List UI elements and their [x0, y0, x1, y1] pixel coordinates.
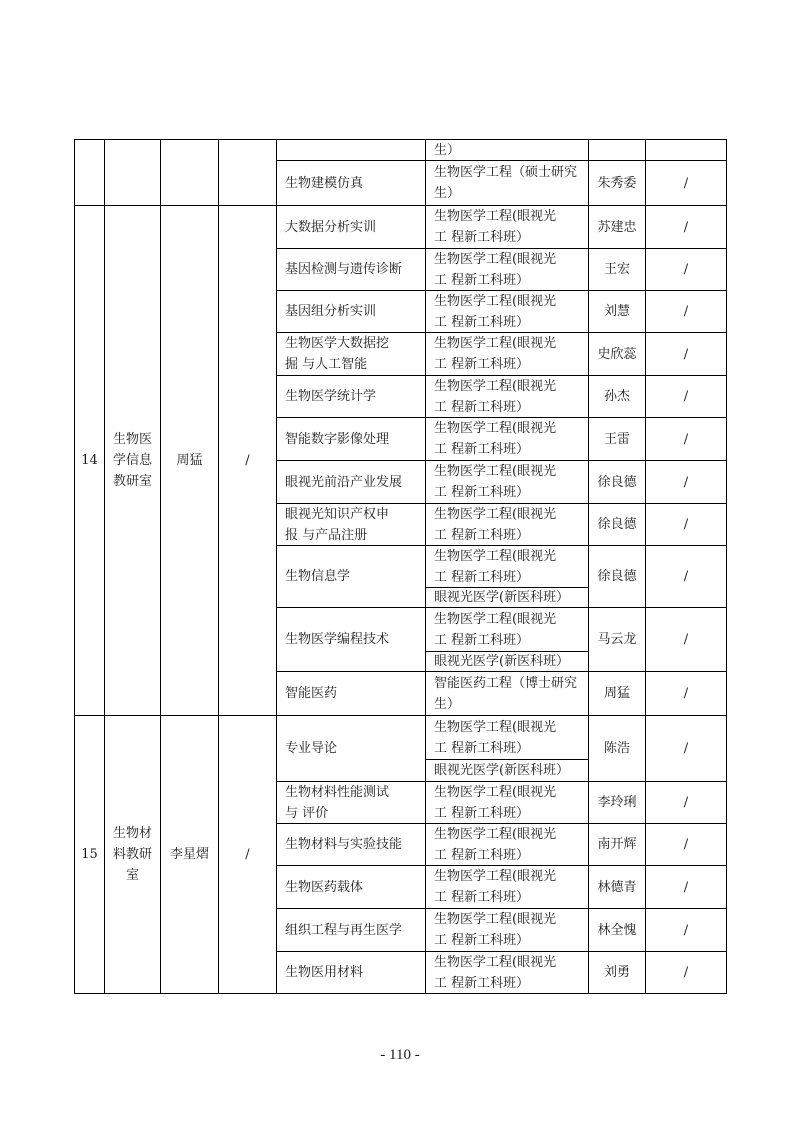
course-cell: 眼视光前沿产业发展 — [285, 474, 403, 490]
teacher-cell: 徐良德 — [597, 474, 637, 490]
class-cell: 生） — [434, 142, 461, 158]
class-cell: 生物医学工程(眼视光 工 程新工科班） — [434, 912, 557, 948]
course-cell: 生物材料与实验技能 — [285, 837, 403, 852]
course-cell: 生物医学统计学 — [285, 389, 377, 404]
teacher-cell: 马云龙 — [597, 632, 637, 647]
class-cell: 生物医学工程（硕士研究 生） — [434, 165, 578, 201]
course-cell: 基因组分析实训 — [285, 304, 377, 319]
class-cell: 生物医学工程(眼视光 工 程新工科班） — [434, 954, 557, 991]
teacher-cell: 孙杰 — [603, 389, 630, 404]
teacher-cell: 周猛 — [603, 686, 630, 701]
note-cell: / — [683, 965, 689, 980]
row-border — [74, 993, 727, 994]
class-cell: 生物医学工程(眼视光 工 程新工科班） — [434, 784, 557, 821]
class-cell: 生物医学工程(眼视光 工 程新工科班） — [434, 548, 557, 585]
page-number: - 110 - — [380, 1047, 420, 1063]
note-cell: / — [683, 474, 689, 490]
course-cell: 大数据分析实训 — [285, 219, 377, 235]
course-cell: 生物建模仿真 — [285, 175, 364, 191]
department-cell: 生物材 料教研 室 — [112, 826, 152, 883]
head-cell: 李星熠 — [169, 847, 209, 862]
teacher-cell: 王宏 — [603, 262, 630, 277]
course-cell: 生物信息学 — [285, 569, 351, 584]
class-cell: 生物医学工程(眼视光 工 程新工科班） — [434, 869, 557, 905]
class-cell: 眼视光医学(新医科班） — [434, 590, 570, 605]
note-cell: / — [683, 569, 689, 584]
course-cell: 生物医药载体 — [285, 879, 364, 895]
teacher-cell: 刘勇 — [603, 965, 630, 980]
seq-number-cell: 14 — [81, 453, 98, 468]
course-cell: 生物医用材料 — [285, 965, 364, 980]
course-cell: 智能医药 — [285, 686, 338, 701]
seq-number-cell: 15 — [81, 847, 98, 862]
department-cell: 生物医 学信息 教研室 — [112, 432, 152, 489]
course-cell: 基因检测与遗传诊断 — [285, 262, 403, 277]
class-cell: 眼视光医学(新医科班） — [434, 654, 570, 669]
course-cell: 专业导论 — [285, 741, 338, 756]
class-cell: 智能医药工程（博士研究 生） — [434, 675, 578, 712]
note-cell: / — [683, 517, 689, 532]
note-cell: / — [683, 686, 689, 701]
teacher-cell: 徐良德 — [597, 517, 637, 532]
course-cell: 眼视光知识产权申 报 与产品注册 — [285, 506, 390, 543]
teacher-cell: 林全愧 — [597, 922, 637, 938]
course-cell: 生物医学编程技术 — [285, 632, 390, 647]
teacher-cell: 刘慧 — [603, 304, 630, 319]
teacher-cell: 徐良德 — [597, 569, 637, 584]
teacher-cell: 南开辉 — [597, 837, 637, 852]
note-cell: / — [683, 922, 689, 938]
course-cell: 生物材料性能测试 与 评价 — [285, 784, 390, 821]
course-cell: 生物医学大数据挖 掘 与人工智能 — [285, 336, 390, 372]
teacher-cell: 林德青 — [597, 879, 637, 895]
teacher-cell: 王雷 — [603, 431, 630, 447]
class-cell: 生物医学工程(眼视光 工 程新工科班） — [434, 209, 557, 245]
class-cell: 生物医学工程(眼视光 工 程新工科班） — [434, 719, 557, 756]
row-border — [74, 139, 727, 140]
class-cell: 生物医学工程(眼视光 工 程新工科班） — [434, 506, 557, 543]
class-cell: 生物医学工程(眼视光 工 程新工科班） — [434, 464, 557, 500]
class-cell: 生物医学工程(眼视光 工 程新工科班） — [434, 611, 557, 648]
note-cell: / — [683, 262, 689, 277]
teacher-cell: 史欣蕊 — [597, 346, 637, 362]
class-cell: 生物医学工程(眼视光 工 程新工科班） — [434, 336, 557, 372]
class-cell: 眼视光医学(新医科班） — [434, 763, 570, 778]
note-cell: / — [683, 346, 689, 362]
note-cell: / — [683, 219, 689, 235]
note-cell: / — [683, 879, 689, 895]
class-cell: 生物医学工程(眼视光 工 程新工科班） — [434, 826, 557, 863]
remark-cell: / — [245, 847, 250, 862]
remark-cell: / — [245, 453, 250, 468]
teacher-cell: 陈浩 — [603, 741, 630, 756]
class-cell: 生物医学工程(眼视光 工 程新工科班） — [434, 293, 557, 330]
head-cell: 周猛 — [176, 453, 203, 468]
note-cell: / — [683, 632, 689, 647]
note-cell: / — [683, 389, 689, 404]
note-cell: / — [683, 837, 689, 852]
note-cell: / — [683, 741, 689, 756]
note-cell: / — [683, 795, 689, 810]
teacher-cell: 朱秀委 — [597, 175, 637, 191]
note-cell: / — [683, 175, 689, 191]
class-cell: 生物医学工程(眼视光 工 程新工科班） — [434, 378, 557, 415]
class-cell: 生物医学工程(眼视光 工 程新工科班） — [434, 251, 557, 288]
course-cell: 组织工程与再生医学 — [285, 922, 403, 938]
teacher-cell: 李玲琍 — [597, 795, 637, 810]
note-cell: / — [683, 304, 689, 319]
class-cell: 生物医学工程(眼视光 工 程新工科班） — [434, 421, 557, 457]
course-cell: 智能数字影像处理 — [285, 431, 390, 447]
teacher-cell: 苏建忠 — [597, 219, 637, 235]
note-cell: / — [683, 431, 689, 447]
